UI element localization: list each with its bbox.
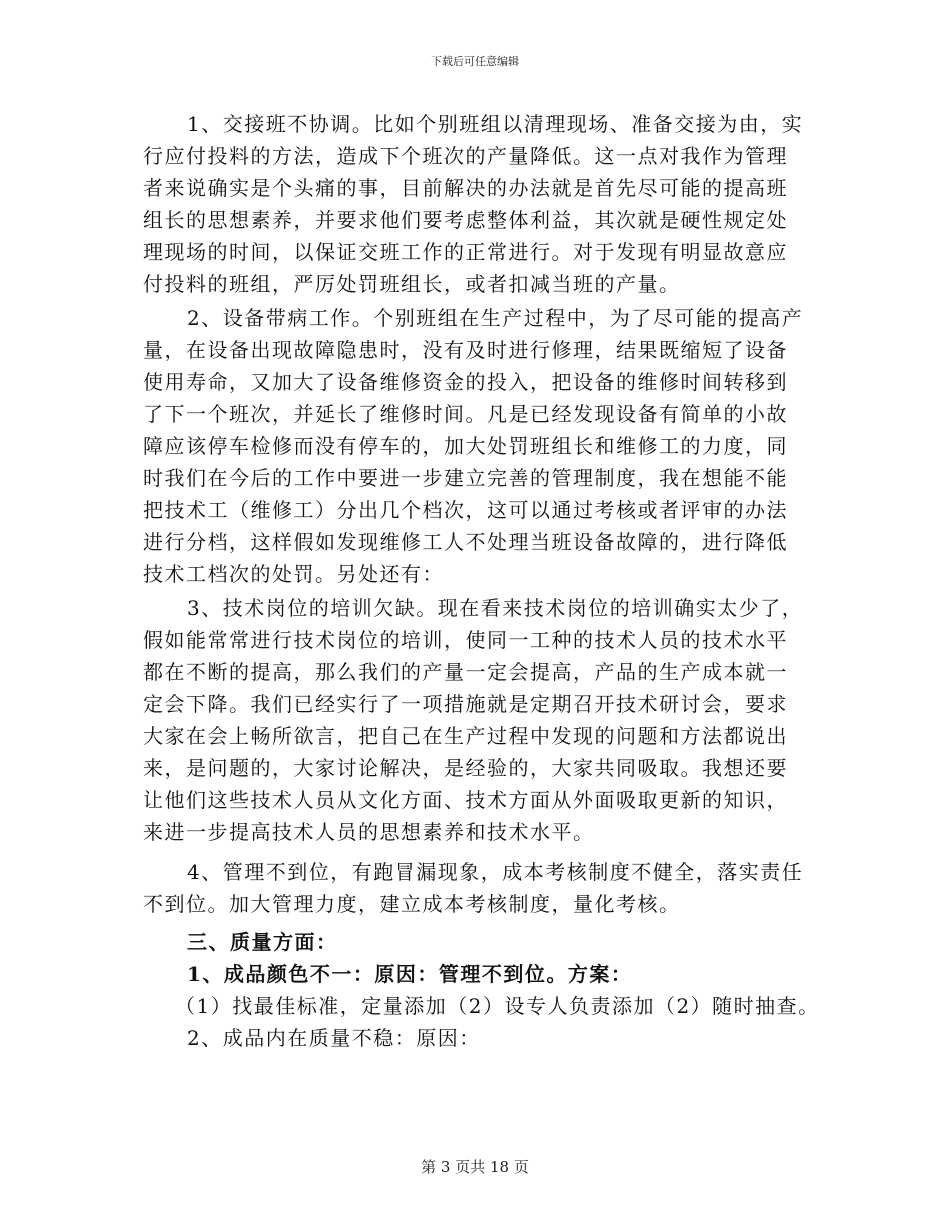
text-line: 了下一个班次，并延长了维修时间。凡是已经发现设备有简单的小故: [143, 402, 788, 426]
text-line: 让他们这些技术人员从文化方面、技术方面从外面吸取更新的知识，: [143, 788, 788, 812]
text-line: 不到位。加大管理力度，建立成本考核制度，量化考核。: [143, 892, 681, 916]
text-line: 技术工档次的处罚。另处还有：: [143, 562, 444, 586]
text-line: 定会下降。我们已经实行了一项措施就是定期召开技术研讨会，要求: [143, 692, 788, 716]
page-footer: 第 3 页共 18 页: [421, 1158, 529, 1176]
text-line: 来，是问题的，大家讨论解决，是经验的，大家共同吸取。我想还要: [143, 756, 788, 780]
text-line: 都在不断的提高，那么我们的产量一定会提高，产品的生产成本就一: [143, 660, 788, 684]
text-line: 障应该停车检修而没有停车的，加大处罚班组长和维修工的力度，同: [143, 434, 788, 458]
text-line: 来进一步提高技术人员的思想素养和技术水平。: [143, 820, 595, 844]
text-line: 2、成品内在质量不稳：原因：: [187, 1026, 481, 1050]
text-line: 时我们在今后的工作中要进一步建立完善的管理制度，我在想能不能: [143, 466, 788, 490]
text-line: 3、技术岗位的培训欠缺。现在看来技术岗位的培训确实太少了，: [187, 596, 804, 620]
page-header: 下载后可任意编辑: [431, 55, 519, 68]
text-line: 2、设备带病工作。个别班组在生产过程中，为了尽可能的提高产: [187, 306, 804, 330]
text-line: 三、质量方面：: [187, 930, 338, 954]
text-line: 组长的思想素养，并要求他们要考虑整体利益，其次就是硬性规定处: [143, 208, 788, 232]
text-line: 1、交接班不协调。比如个别班组以清理现场、准备交接为由，实: [187, 112, 804, 136]
text-line: 使用寿命，又加大了设备维修资金的投入，把设备的维修时间转移到: [143, 370, 788, 394]
text-line: 把技术工（维修工）分出几个档次，这可以通过考核或者评审的办法: [143, 498, 788, 522]
text-line: 量，在设备出现故障隐患时，没有及时进行修理，结果既缩短了设备: [143, 338, 788, 362]
text-line: 4、管理不到位，有跑冒漏现象，成本考核制度不健全，落实责任: [187, 860, 804, 884]
text-line: 者来说确实是个头痛的事，目前解决的办法就是首先尽可能的提高班: [143, 176, 788, 200]
text-line: 假如能常常进行技术岗位的培训，使同一工种的技术人员的技术水平: [143, 628, 788, 652]
text-line: （1）找最佳标准，定量添加（2）设专人负责添加（2）随时抽查。: [175, 994, 820, 1018]
text-line: 进行分档，这样假如发现维修工人不处理当班设备故障的，进行降低: [143, 530, 788, 554]
text-line: 付投料的班组，严厉处罚班组长，或者扣减当班的产量。: [143, 272, 681, 296]
text-line: 大家在会上畅所欲言，把自己在生产过程中发现的问题和方法都说出: [143, 724, 788, 748]
text-line: 行应付投料的方法，造成下个班次的产量降低。这一点对我作为管理: [143, 144, 788, 168]
text-line: 1、成品颜色不一：原因：管理不到位。方案：: [187, 962, 633, 986]
text-line: 理现场的时间，以保证交班工作的正常进行。对于发现有明显故意应: [143, 240, 788, 264]
